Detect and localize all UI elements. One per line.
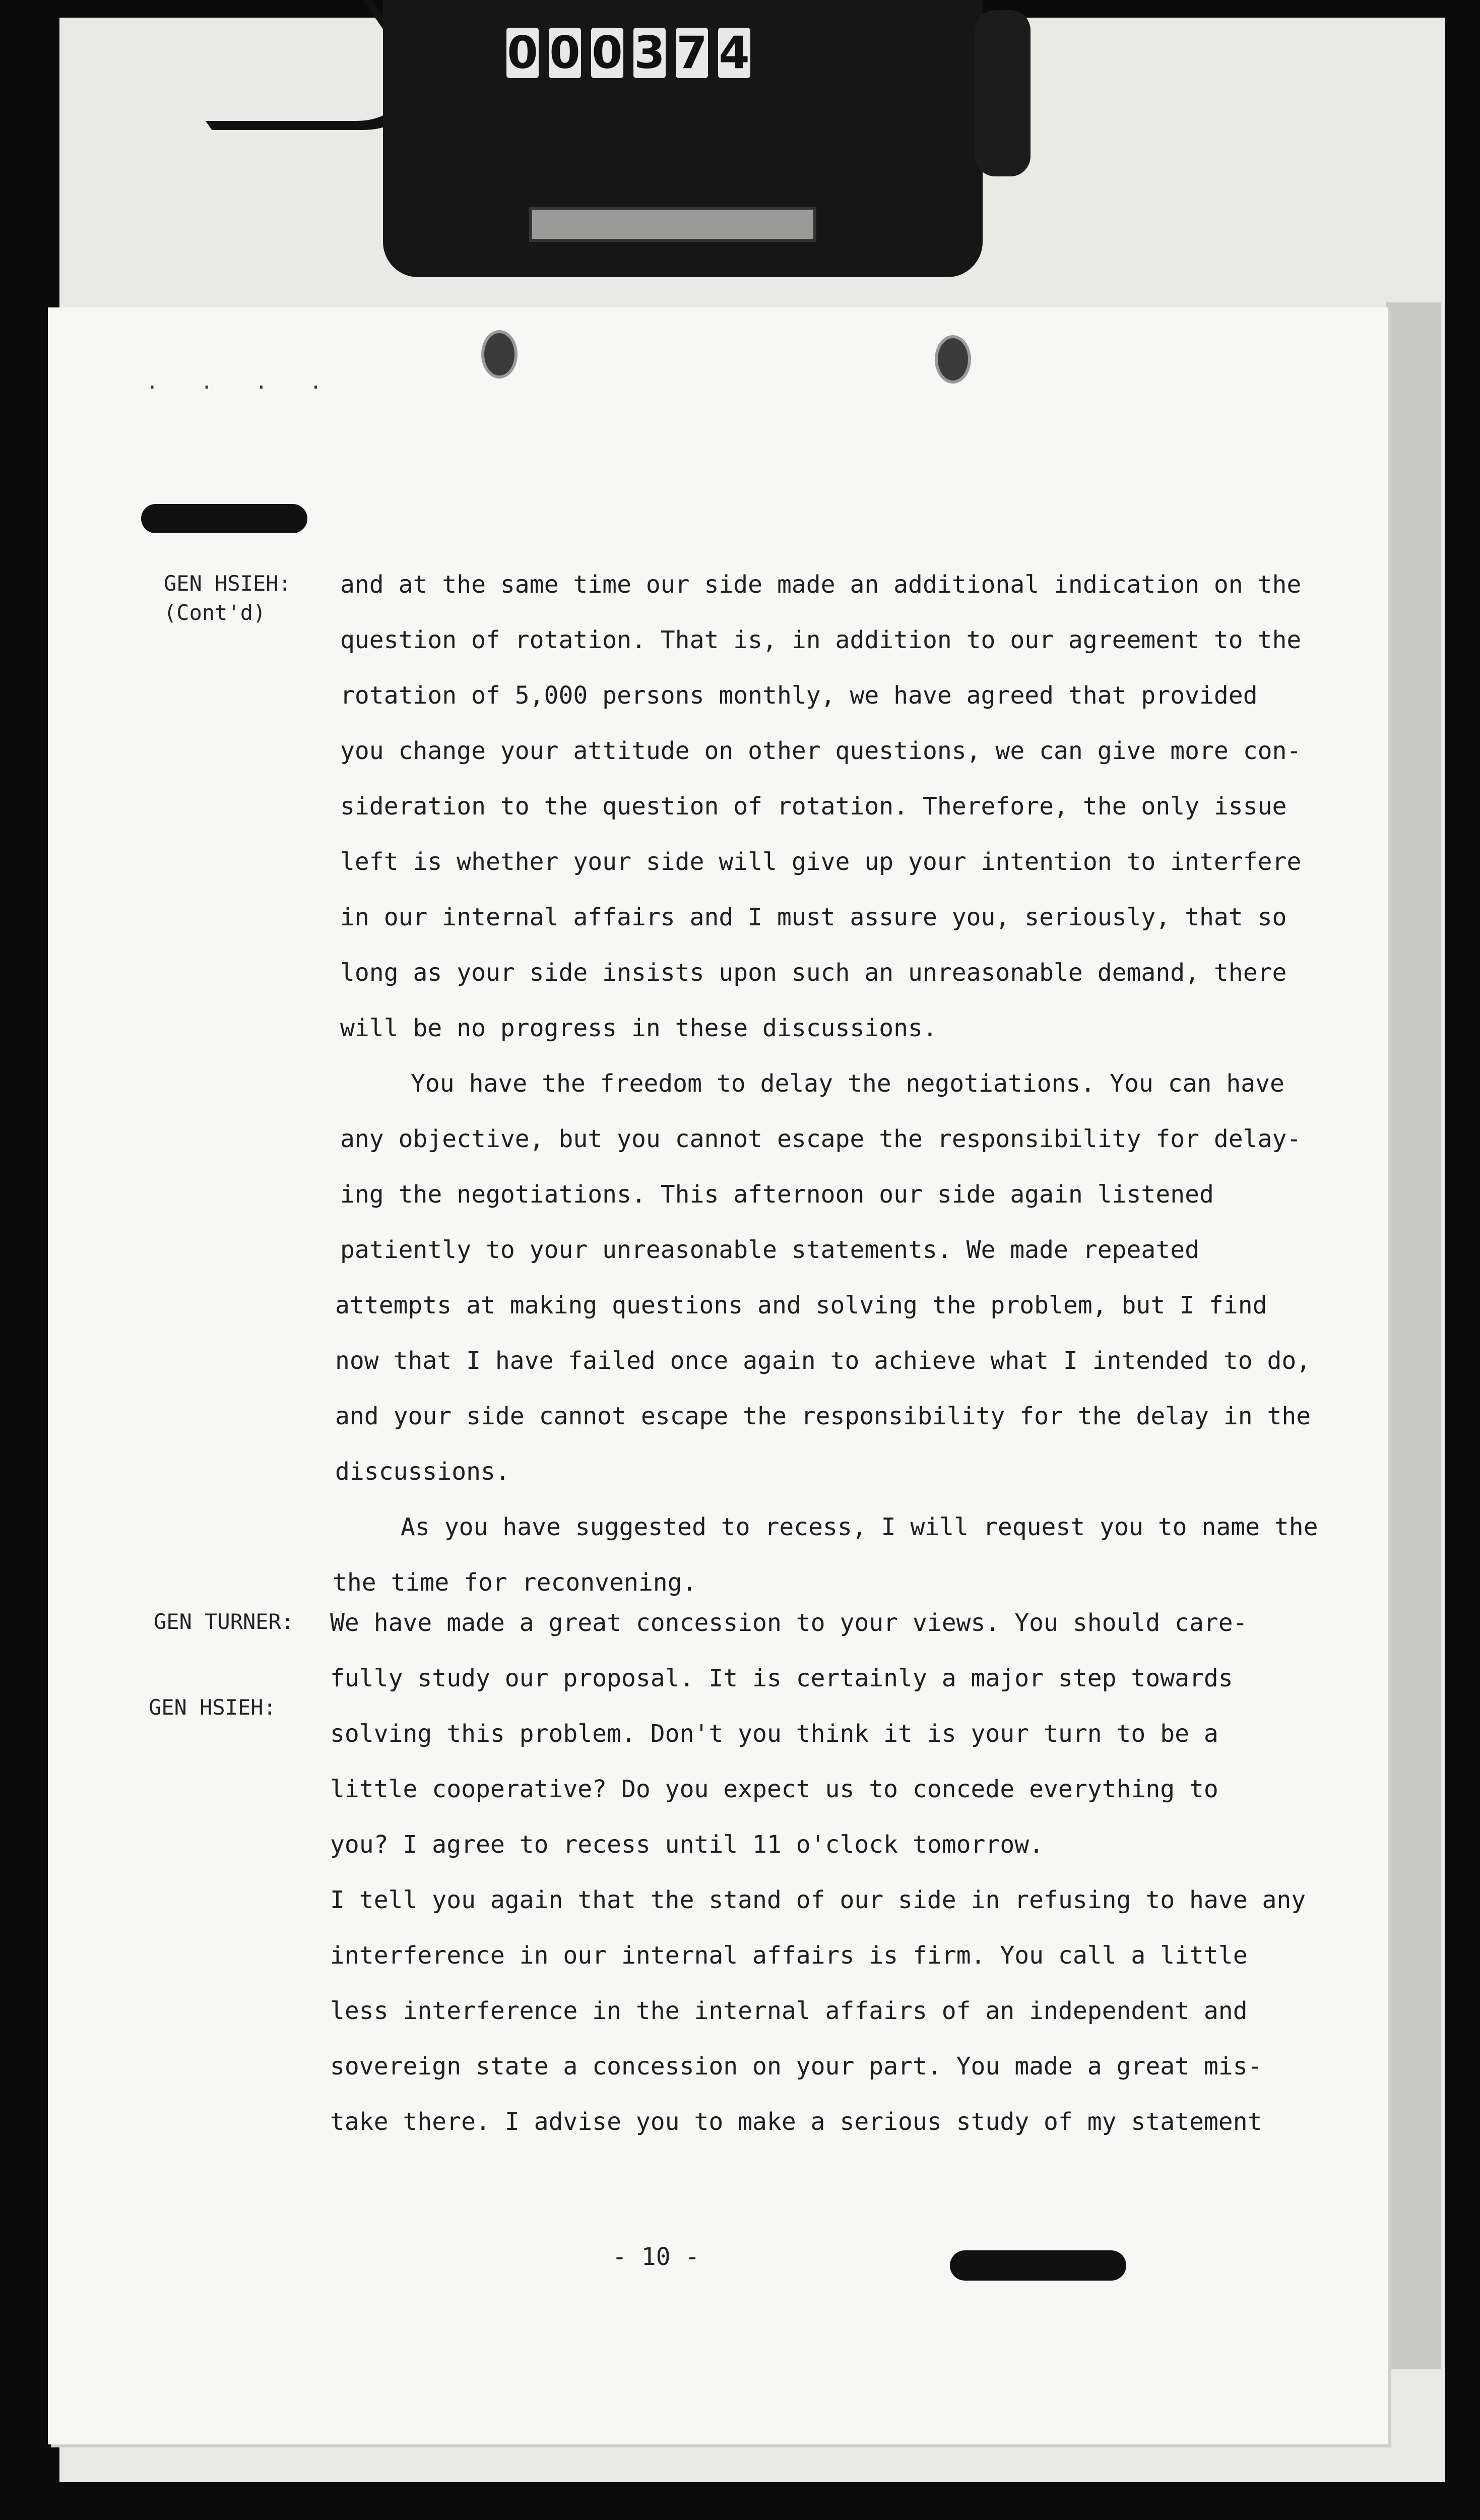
page-edge-shadow [1386,302,1441,2369]
transcript-line: attempts at making questions and solving the problem, but I find [335,1291,1267,1319]
counter-digit: 0 [507,27,538,79]
speaker-label: GEN HSIEH: [149,1695,276,1720]
transcript-line: long as your side insists upon such an unreasonable demand, there [340,959,1287,987]
punch-hole [481,330,518,379]
redaction-bar [141,504,307,533]
transcript-line: I tell you again that the stand of our side in refusing to have any [330,1886,1306,1914]
counter-knob [975,10,1031,176]
transcript-line: solving this problem. Don't you think it is your turn to be a [330,1720,1218,1748]
counter-digit: 4 [719,27,750,79]
transcript-line: We have made a great concession to your views. You should care- [330,1609,1248,1637]
transcript-line: patiently to your unreasonable statements. We made repeated [340,1236,1200,1264]
transcript-line: As you have suggested to recess, I will request you to name the [401,1513,1318,1541]
stray-marks: . . . . [146,370,337,394]
speaker-label: GEN HSIEH: [164,571,291,596]
counter-digits [506,28,750,78]
transcript-line: fully study our proposal. It is certainly a major step towards [330,1664,1233,1692]
transcript-line: You have the freedom to delay the negotiations. You can have [411,1069,1284,1098]
document-page [48,307,1388,2444]
punch-hole [935,335,971,384]
transcript-line: now that I have failed once again to achieve what I intended to do, [335,1347,1311,1375]
transcript-line: discussions. [335,1458,510,1486]
counter-label-plate [529,207,816,242]
transcript-line: and at the same time our side made an additional indication on the [340,571,1302,599]
transcript-line: in our internal affairs and I must assure you, seriously, that so [340,903,1287,931]
counter-digit: 7 [676,27,707,79]
transcript-line: interference in our internal affairs is firm. You call a little [330,1941,1248,1970]
transcript-line: the time for reconvening. [333,1568,697,1597]
speaker-continued: (Cont'd) [164,600,266,625]
transcript-line: less interference in the internal affairs of an independent and [330,1997,1248,2025]
transcript-line: any objective, but you cannot escape the responsibility for delay- [340,1125,1302,1153]
transcript-line: sovereign state a concession on your part. You made a great mis- [330,2052,1262,2081]
speaker-label: GEN TURNER: [154,1609,294,1634]
transcript-line: you? I agree to recess until 11 o'clock tomorrow. [330,1831,1044,1859]
page-number: - 10 - [612,2243,700,2271]
transcript-line: and your side cannot escape the responsibility for the delay in the [335,1402,1311,1430]
transcript-line: question of rotation. That is, in addition to our agreement to the [340,626,1302,654]
transcript-line: little cooperative? Do you expect us to concede everything to [330,1775,1218,1803]
counter-digit: 0 [592,27,623,79]
transcript-line: will be no progress in these discussions. [340,1014,937,1042]
transcript-line: left is whether your side will give up your intention to interfere [340,848,1302,876]
redaction-bar [950,2250,1126,2281]
counter-digit: 0 [549,27,581,79]
transcript-line: you change your attitude on other questions, we can give more con- [340,737,1302,765]
counter-digit: 3 [634,27,665,79]
transcript-line: sideration to the question of rotation. Therefore, the only issue [340,792,1287,821]
transcript-line: ing the negotiations. This afternoon our side again listened [340,1180,1214,1209]
transcript-line: take there. I advise you to make a serious study of my statement [330,2108,1262,2136]
transcript-line: rotation of 5,000 persons monthly, we have agreed that provided [340,681,1258,710]
